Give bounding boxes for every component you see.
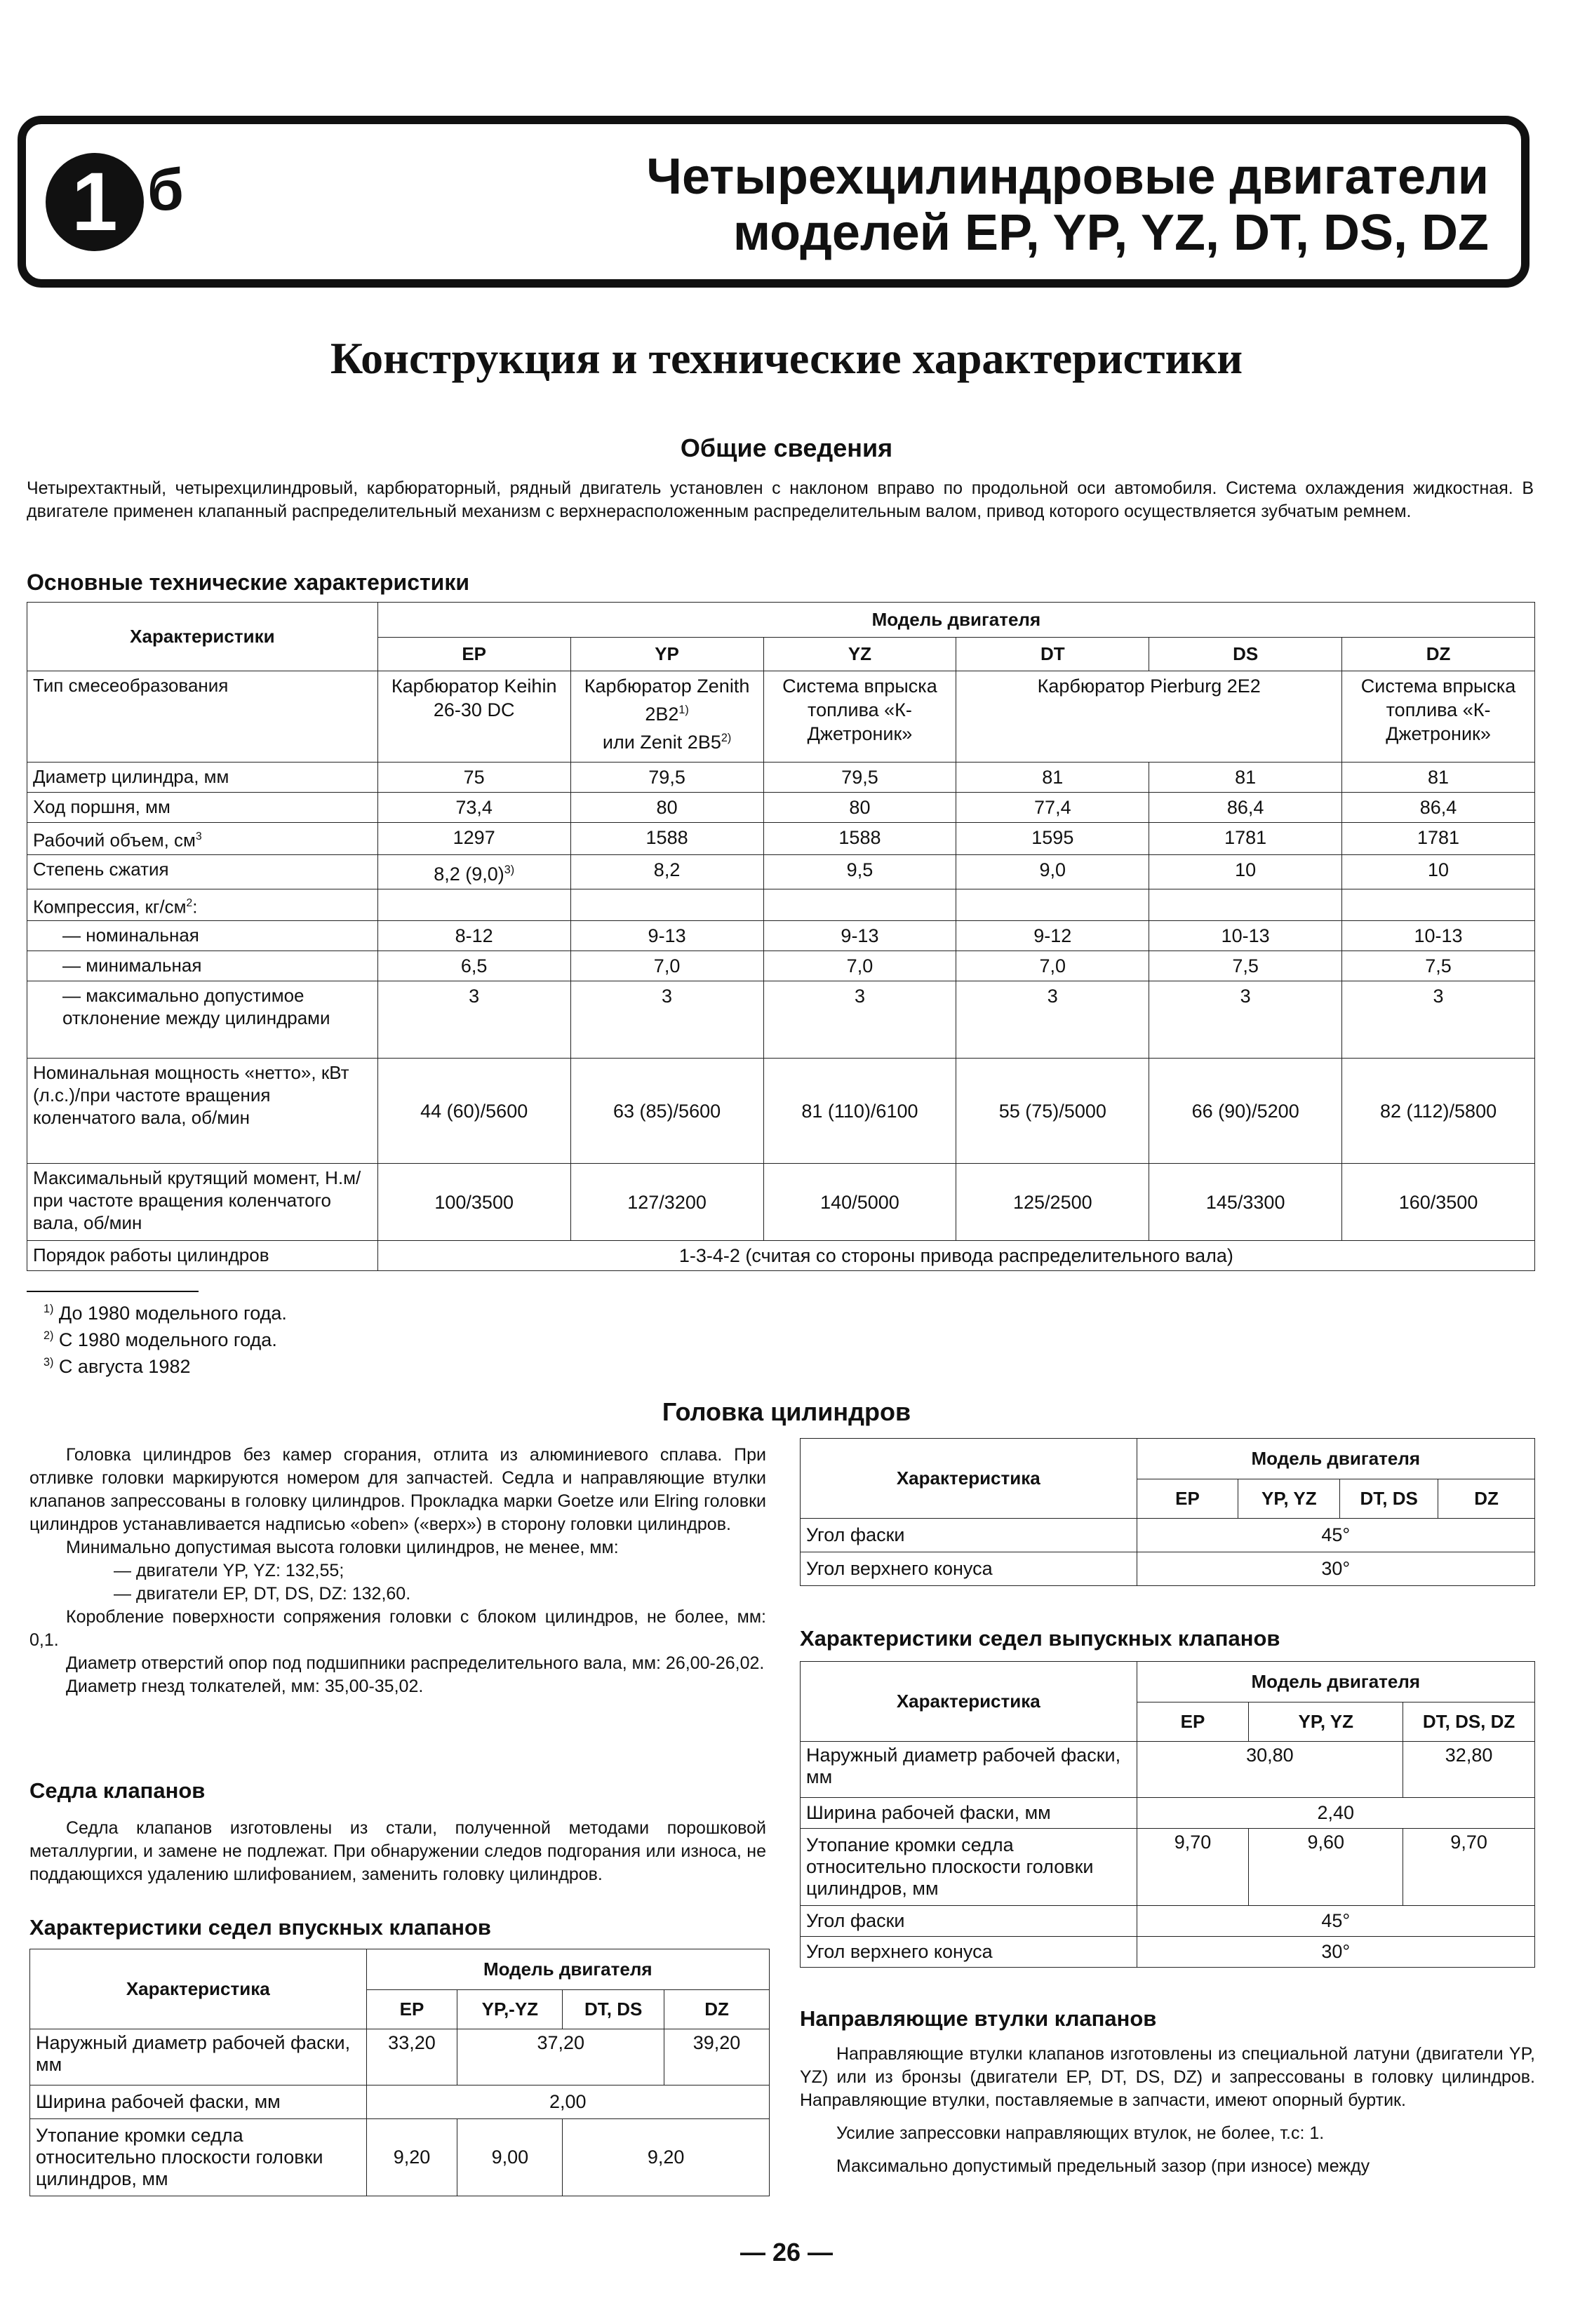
cell-value: 55 (75)/5000 bbox=[956, 1059, 1149, 1164]
cell-value: 7,5 bbox=[1149, 951, 1342, 981]
footnote-rule bbox=[27, 1291, 199, 1292]
table-row bbox=[27, 763, 1535, 793]
col-header-ep: EP bbox=[377, 638, 570, 671]
row-label: Наружный диаметр рабочей фаски, мм bbox=[801, 1742, 1137, 1798]
cell-value: 9,00 bbox=[457, 2119, 563, 2196]
cell-value: 9,0 bbox=[956, 854, 1149, 889]
cell-value: 79,5 bbox=[763, 763, 956, 793]
cell-value: 9,20 bbox=[563, 2119, 770, 2196]
row-label: — номинальная bbox=[27, 921, 378, 951]
col-header-yp: YP bbox=[570, 638, 763, 671]
cell-value: 2,40 bbox=[1137, 1798, 1534, 1829]
col-header-ep: EP bbox=[1137, 1702, 1249, 1742]
exhaust-title: Характеристики седел выпускных клапанов bbox=[800, 1626, 1280, 1651]
col-header-dz: DZ bbox=[1342, 638, 1535, 671]
col-header-ep: EP bbox=[1137, 1479, 1238, 1519]
head-title: Головка цилиндров bbox=[662, 1397, 911, 1426]
table-row bbox=[27, 981, 1535, 1059]
cell-value: 10 bbox=[1342, 854, 1535, 889]
cell-value: 66 (90)/5200 bbox=[1149, 1059, 1342, 1164]
head-paragraph: Головка цилиндров без камер сгорания, отлита из алюминиевого сплава. При отливке головки маркируются номером для запчастей. Седла и направляющие втулки клапанов запрессованы в головку цилиндров. Прокладка марки Goetze или Elring головки цилиндров устанавливается надписью «oben» («верх») в сторону головки цилиндров. bbox=[29, 1445, 766, 1534]
table-row bbox=[801, 1798, 1535, 1829]
cell-value: 1297 bbox=[377, 823, 570, 855]
row-label: Ширина рабочей фаски, мм bbox=[801, 1798, 1137, 1829]
row-label: Угол фаски bbox=[801, 1519, 1137, 1552]
footnote-1: $^{1)}$ До 1980 модельного года. bbox=[43, 1303, 287, 1324]
cell-value: 45° bbox=[1137, 1519, 1534, 1552]
chapter-title bbox=[646, 149, 1489, 261]
table-row bbox=[30, 2029, 770, 2085]
row-label: Угол верхнего конуса bbox=[801, 1937, 1137, 1968]
col-header-ds: DS bbox=[1149, 638, 1342, 671]
cell-value: 81 (110)/6100 bbox=[763, 1059, 956, 1164]
row-label: Диаметр цилиндра, мм bbox=[27, 763, 378, 793]
col-header-dt-ds-dz: DT, DS, DZ bbox=[1403, 1702, 1535, 1742]
table-row bbox=[27, 823, 1535, 855]
cell-value: 75 bbox=[377, 763, 570, 793]
cell-value: Карбюратор Zenith 2B2$^{1)}$ или Zenit 2B5$^{2)}$ bbox=[570, 671, 763, 763]
cell-value: 1781 bbox=[1342, 823, 1535, 855]
seat-angle-table bbox=[800, 1438, 1535, 1586]
intake-seat-table bbox=[29, 1949, 770, 2196]
cell-value: 73,4 bbox=[377, 793, 570, 823]
col-header-model: Модель двигателя bbox=[1137, 1662, 1534, 1702]
cell-value: 9,5 bbox=[763, 854, 956, 889]
col-header-dt-ds: DT, DS bbox=[1340, 1479, 1438, 1519]
guides-title: Направляющие втулки клапанов bbox=[800, 2006, 1157, 2031]
cell-value: 82 (112)/5800 bbox=[1342, 1059, 1535, 1164]
cell-value: 125/2500 bbox=[956, 1164, 1149, 1241]
cell-value: Карбюратор Keihin 26-30 DC bbox=[377, 671, 570, 763]
row-label: Тип смесеобразования bbox=[27, 671, 378, 763]
table-row bbox=[801, 1829, 1535, 1906]
col-header-characteristic: Характеристика bbox=[801, 1662, 1137, 1742]
table-row bbox=[27, 1241, 1535, 1271]
cell-value: 10 bbox=[1149, 854, 1342, 889]
cell-value: 3 bbox=[570, 981, 763, 1059]
row-label: Утопание кромки седла относительно плоскости головки цилиндров, мм bbox=[30, 2119, 367, 2196]
cell-value: 3 bbox=[377, 981, 570, 1059]
head-paragraph: — двигатели YP, YZ: 132,55; bbox=[114, 1561, 344, 1580]
cell-value: 100/3500 bbox=[377, 1164, 570, 1241]
general-text: Четырехтактный, четырехцилиндровый, карбюраторный, рядный двигатель установлен с наклоном вправо по продольной оси автомобиля. Система охлаждения жидкостная. В двигателе применен клапанный распределительный механизм с верхнерасположенным распределительным валом, привод которого осуществляется зубчатым ремнем. bbox=[27, 478, 1534, 521]
footnote-text: До 1980 модельного года. bbox=[58, 1303, 287, 1324]
cell-value: 8-12 bbox=[377, 921, 570, 951]
table-row bbox=[27, 793, 1535, 823]
col-header-dt: DT bbox=[956, 638, 1149, 671]
row-label: — максимально допустимое отклонение между цилиндрами bbox=[27, 981, 378, 1059]
row-label: Степень сжатия bbox=[27, 854, 378, 889]
table-row bbox=[27, 1164, 1535, 1241]
specs-title: Основные технические характеристики bbox=[27, 570, 470, 595]
cell-value: 7,5 bbox=[1342, 951, 1535, 981]
cell-text: или Zenit 2B5 bbox=[602, 732, 721, 753]
cell-value: 10-13 bbox=[1342, 921, 1535, 951]
cell-value: 81 bbox=[1149, 763, 1342, 793]
col-header-ep: EP bbox=[366, 1990, 457, 2029]
cell-value: 2,00 bbox=[366, 2085, 769, 2119]
cell-value: 33,20 bbox=[366, 2029, 457, 2085]
table-row bbox=[801, 1742, 1535, 1798]
cell-value: 160/3500 bbox=[1342, 1164, 1535, 1241]
col-header-yp-yz: YP,-YZ bbox=[457, 1990, 563, 2029]
cell-value: 30,80 bbox=[1137, 1742, 1403, 1798]
cell-value: 8,2 bbox=[570, 854, 763, 889]
main-spec-table bbox=[27, 602, 1535, 1271]
cell-value: 86,4 bbox=[1149, 793, 1342, 823]
seats-text: Седла клапанов изготовлены из стали, полученной методами порошковой металлургии, и замене не подлежат. При обнаружении следов подгорания или износа, не поддающихся удалению шлифованием, заменить головку цилиндров. bbox=[29, 1818, 766, 1884]
chapter-number: 1 bbox=[72, 156, 118, 248]
table-row bbox=[801, 1552, 1535, 1586]
col-header-characteristic: Характеристика bbox=[30, 1949, 367, 2029]
row-label-text: Рабочий объем, см bbox=[33, 829, 196, 851]
col-header-characteristic: Характеристика bbox=[801, 1439, 1137, 1519]
cell-value: 7,0 bbox=[763, 951, 956, 981]
cell-value: 9,70 bbox=[1137, 1829, 1249, 1906]
cell-value: 9-13 bbox=[763, 921, 956, 951]
col-header-yz: YZ bbox=[763, 638, 956, 671]
footnote-3: $^{3)}$ С августа 1982 bbox=[43, 1356, 191, 1377]
cell-value: 3 bbox=[763, 981, 956, 1059]
chapter-letter: б bbox=[147, 156, 184, 222]
cell-value: 140/5000 bbox=[763, 1164, 956, 1241]
row-label: Номинальная мощность «нетто», кВт (л.с.)/при частоте вращения коленчатого вала, об/мин bbox=[27, 1059, 378, 1164]
cell-value: 39,20 bbox=[664, 2029, 770, 2085]
exhaust-seat-table bbox=[800, 1661, 1535, 1968]
col-header-model: Модель двигателя bbox=[366, 1949, 769, 1990]
row-label: Угол верхнего конуса bbox=[801, 1552, 1137, 1586]
table-row bbox=[27, 671, 1535, 763]
cell-value: 1588 bbox=[570, 823, 763, 855]
row-label: Ширина рабочей фаски, мм bbox=[30, 2085, 367, 2119]
page-title: Конструкция и технические характеристики bbox=[330, 333, 1243, 383]
col-header-model: Модель двигателя bbox=[1137, 1439, 1534, 1479]
row-label: Угол фаски bbox=[801, 1906, 1137, 1937]
chapter-title-line2: моделей EP, YP, YZ, DT, DS, DZ bbox=[732, 205, 1489, 261]
intake-title: Характеристики седел впускных клапанов bbox=[29, 1915, 491, 1940]
cell-text: Карбюратор Zenith 2B2 bbox=[584, 676, 750, 725]
row-label: Ход поршня, мм bbox=[27, 793, 378, 823]
seats-title: Седла клапанов bbox=[29, 1778, 206, 1803]
cell-value: 1595 bbox=[956, 823, 1149, 855]
row-label: Утопание кромки седла относительно плоскости головки цилиндров, мм bbox=[801, 1829, 1137, 1906]
cell-value: 1-3-4-2 (считая со стороны привода распределительного вала) bbox=[377, 1241, 1534, 1271]
footnote-text: С августа 1982 bbox=[58, 1356, 191, 1377]
cell-value: 9-12 bbox=[956, 921, 1149, 951]
col-header-model: Модель двигателя bbox=[377, 603, 1534, 638]
row-label: Наружный диаметр рабочей фаски, мм bbox=[30, 2029, 367, 2085]
head-paragraph: Минимально допустимая высота головки цилиндров, не менее, мм: bbox=[66, 1538, 619, 1557]
table-row bbox=[801, 1937, 1535, 1968]
table-row bbox=[27, 854, 1535, 889]
cell-value: 9-13 bbox=[570, 921, 763, 951]
row-label: Максимальный крутящий момент, Н.м/при частоте вращения коленчатого вала, об/мин bbox=[27, 1164, 378, 1241]
footnote-text: С 1980 модельного года. bbox=[58, 1329, 277, 1350]
head-paragraph: — двигатели EP, DT, DS, DZ: 132,60. bbox=[114, 1584, 411, 1604]
chapter-title-line1: Четырехцилиндровые двигатели bbox=[646, 149, 1489, 205]
table-row bbox=[27, 921, 1535, 951]
col-header-dt-ds: DT, DS bbox=[563, 1990, 664, 2029]
row-label: Рабочий объем, $см^3$ bbox=[27, 823, 378, 855]
cell-value: 6,5 bbox=[377, 951, 570, 981]
row-label: Порядок работы цилиндров bbox=[27, 1241, 378, 1271]
cell-value: 7,0 bbox=[956, 951, 1149, 981]
general-title: Общие сведения bbox=[680, 434, 893, 462]
cell-value: 145/3300 bbox=[1149, 1164, 1342, 1241]
cell-value: 1781 bbox=[1149, 823, 1342, 855]
cell-value: 9,60 bbox=[1249, 1829, 1403, 1906]
cell-value: 8,2 $(9,0)^{3)}$ bbox=[377, 854, 570, 889]
cell-value: 63 (85)/5600 bbox=[570, 1059, 763, 1164]
cell-value: 86,4 bbox=[1342, 793, 1535, 823]
cell-value: 81 bbox=[1342, 763, 1535, 793]
table-row bbox=[30, 2085, 770, 2119]
cell-value: 37,20 bbox=[457, 2029, 664, 2085]
page-number: — 26 — bbox=[739, 2238, 834, 2266]
cell-value: 7,0 bbox=[570, 951, 763, 981]
cell-value: 77,4 bbox=[956, 793, 1149, 823]
col-header-dz: DZ bbox=[1438, 1479, 1535, 1519]
cell-value: 1588 bbox=[763, 823, 956, 855]
cell-text: 8,2 (9,0) bbox=[434, 863, 504, 885]
cell-value: 9,20 bbox=[366, 2119, 457, 2196]
footnotes bbox=[43, 1298, 287, 1378]
head-text bbox=[29, 1444, 766, 1698]
table-row bbox=[27, 1059, 1535, 1164]
col-header-dz: DZ bbox=[664, 1990, 770, 2029]
table-row bbox=[801, 1906, 1535, 1937]
cell-value: 80 bbox=[763, 793, 956, 823]
col-header-yp-yz: YP, YZ bbox=[1249, 1702, 1403, 1742]
col-header-yp-yz: YP, YZ bbox=[1238, 1479, 1340, 1519]
cell-value: Система впрыска топлива «К-Джетроник» bbox=[763, 671, 956, 763]
cell-value: 80 bbox=[570, 793, 763, 823]
head-paragraph: Диаметр гнезд толкателей, мм: 35,00-35,02. bbox=[66, 1677, 424, 1696]
guides-paragraph: Усилие запрессовки направляющих втулок, не более, т.с: 1. bbox=[836, 2123, 1325, 2143]
chapter-number-badge bbox=[46, 153, 144, 251]
row-label: — минимальная bbox=[27, 951, 378, 981]
table-row bbox=[30, 2119, 770, 2196]
cell-value: 3 bbox=[1342, 981, 1535, 1059]
cell-value: 9,70 bbox=[1403, 1829, 1535, 1906]
footnote-2: $^{2)}$ С 1980 модельного года. bbox=[43, 1329, 277, 1350]
cell-value: 44 (60)/5600 bbox=[377, 1059, 570, 1164]
guides-paragraph: Максимально допустимый предельный зазор (при износе) между bbox=[836, 2156, 1370, 2176]
table-row bbox=[27, 889, 1535, 921]
cell-value: Карбюратор Pierburg 2E2 bbox=[956, 671, 1342, 763]
table-row bbox=[801, 1519, 1535, 1552]
guides-text bbox=[800, 2043, 1535, 2178]
cell-value: 81 bbox=[956, 763, 1149, 793]
cell-value: 32,80 bbox=[1403, 1742, 1535, 1798]
row-label-text: Компрессия, кг/см bbox=[33, 896, 187, 918]
cell-value: 3 bbox=[956, 981, 1149, 1059]
table-row bbox=[27, 951, 1535, 981]
col-header-characteristics: Характеристики bbox=[27, 603, 378, 671]
guides-paragraph: Направляющие втулки клапанов изготовлены из специальной латуни (двигатели YP, YZ) или из бронзы (двигатели EP, DT, DS, DZ) и запрессованы в головку цилиндров. Направляющие втулки, поставляемые в запчасти, имеют опорный буртик. bbox=[800, 2044, 1535, 2110]
cell-value: 127/3200 bbox=[570, 1164, 763, 1241]
head-paragraph: Коробление поверхности сопряжения головки с блоком цилиндров, не более, мм: 0,1. bbox=[29, 1607, 766, 1650]
cell-value: 45° bbox=[1137, 1906, 1534, 1937]
cell-value: 79,5 bbox=[570, 763, 763, 793]
cell-value: 3 bbox=[1149, 981, 1342, 1059]
cell-value: 30° bbox=[1137, 1552, 1534, 1586]
row-label: Компрессия, $кг/см^2$: bbox=[27, 889, 378, 921]
head-paragraph: Диаметр отверстий опор под подшипники распределительного вала, мм: 26,00-26,02. bbox=[66, 1653, 765, 1673]
cell-value: 10-13 bbox=[1149, 921, 1342, 951]
cell-value: 30° bbox=[1137, 1937, 1534, 1968]
cell-value: Система впрыска топлива «К-Джетроник» bbox=[1342, 671, 1535, 763]
